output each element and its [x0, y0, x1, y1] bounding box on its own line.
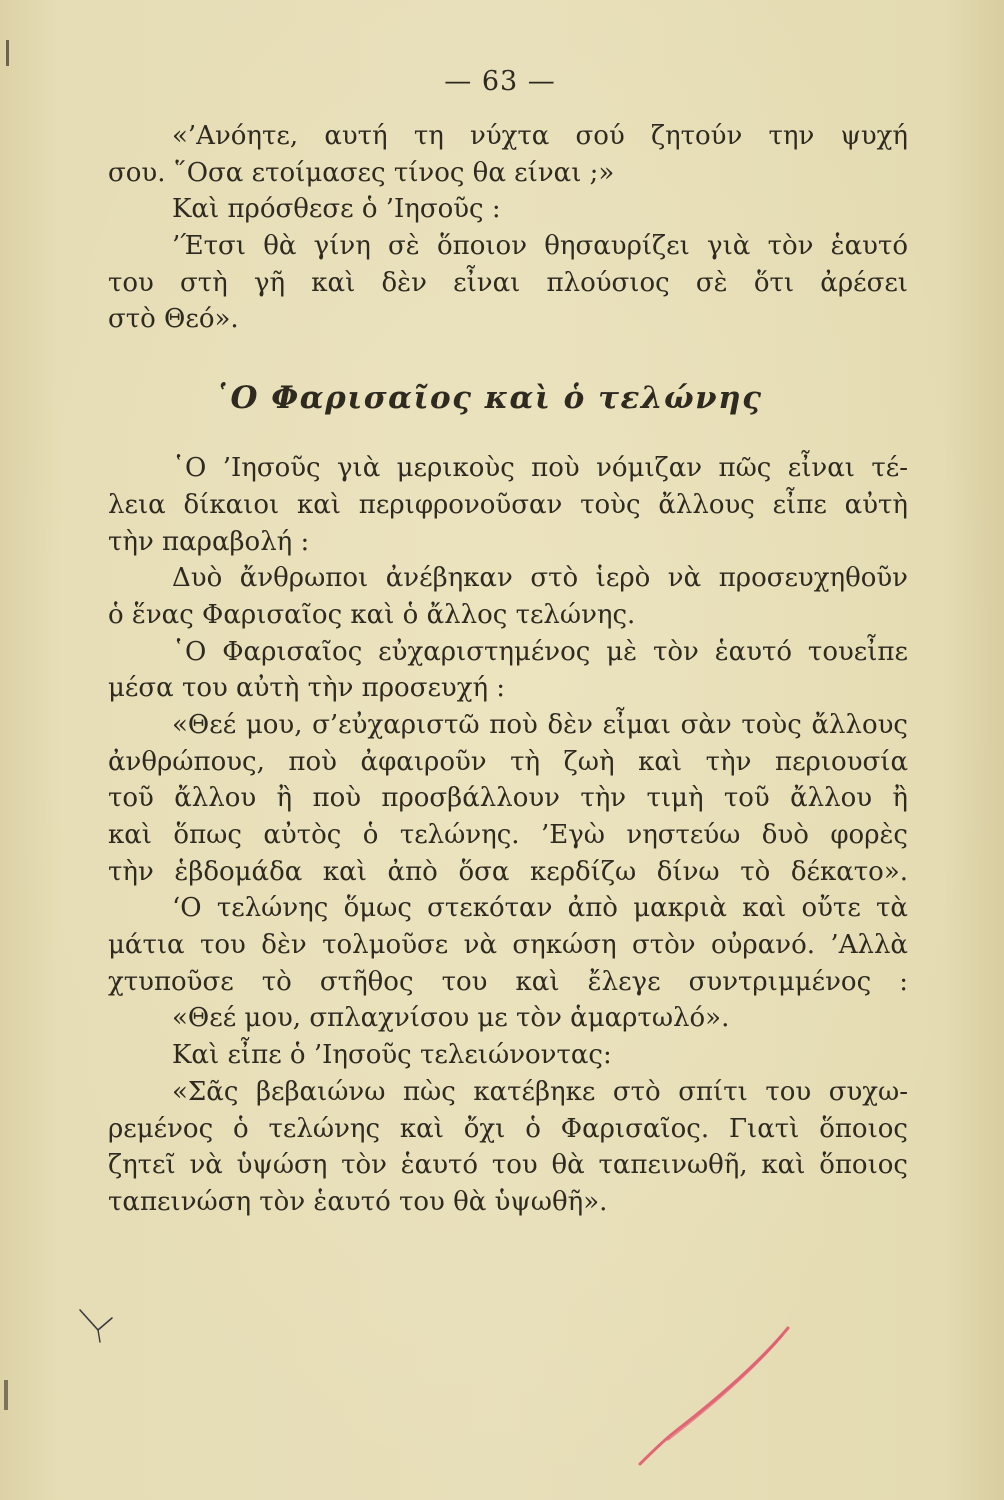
section-title: ῾Ο Φαρισαῖος καὶ ὁ τελώνης	[213, 380, 763, 417]
text-line: χτυποῦσε τὸ στῆθος του καὶ ἔλεγε συντριμμένος :	[108, 966, 908, 997]
text-line: σου. ῞Οσα ετοίμασες τίνος θα είναι ;»	[108, 157, 615, 188]
text-line: ‘Ο τελώνης ὅμως στεκόταν ἀπὸ μακριὰ καὶ οὔτε τὰ	[172, 893, 908, 924]
text-line: λεια δίκαιοι καὶ περιφρονοῦσαν τοὺς ἄλλους εἶπε αὐτὴ	[108, 489, 908, 520]
page-number: — 63 —	[444, 66, 556, 97]
text-body	[108, 118, 908, 1221]
pencil-tick-icon	[78, 1308, 122, 1348]
text-line: ῾Ο ’Ιησοῦς γιὰ μερικοὺς ποὺ νόμιζαν πῶς εἶναι τέ-	[172, 453, 908, 484]
text-line: στὸ Θεό».	[108, 304, 239, 335]
text-line: «Σᾶς βεβαιώνω πὼς κατέβηκε στὸ σπίτι του συχω-	[172, 1076, 908, 1107]
text-line: Δυὸ ἄνθρωποι ἀνέβηκαν στὸ ἱερὸ νὰ προσευχηθοῦν	[172, 563, 908, 594]
text-line: μέσα του αὐτὴ τὴν προσευχή :	[108, 673, 506, 704]
text-line: ὁ ἕνας Φαρισαῖος καὶ ὁ ἄλλος τελώνης.	[108, 599, 636, 630]
text-line: ταπεινώση τὸν ἑαυτό του θὰ ὑψωθῆ».	[108, 1186, 608, 1217]
text-line: του στὴ γῆ καὶ δὲν εἶναι πλούσιος σὲ ὅτι ἀρέσει	[108, 267, 908, 298]
text-line: ῾Ο Φαρισαῖος εὐχαριστημένος μὲ τὸν ἑαυτό τουεἶπε	[172, 636, 908, 667]
edge-smudge	[6, 40, 9, 66]
text-line: ζητεῖ νὰ ὑψώση τὸν ἑαυτό του θὰ ταπεινωθῆ, καὶ ὅποιος	[108, 1150, 908, 1181]
text-line: «Θεέ μου, σπλαχνίσου με τὸν ἁμαρτωλό».	[172, 1003, 730, 1034]
text-line: μάτια του δὲν τολμοῦσε νὰ σηκώση στὸν οὐρανό. ’Αλλὰ	[108, 930, 908, 961]
text-line: ’Έτσι θὰ γίνη σὲ ὅποιον θησαυρίζει γιὰ τὸν ἑαυτό	[172, 231, 908, 262]
text-line: τοῦ ἄλλου ἢ ποὺ προσβάλλουν τὴν τιμὴ τοῦ ἄλλου ἢ	[108, 783, 908, 814]
edge-smudge	[4, 1380, 8, 1410]
text-line: ἀνθρώπους, ποὺ ἀφαιροῦν τὴ ζωὴ καὶ τὴν περιουσία	[108, 746, 908, 777]
text-line: Καὶ πρόσθεσε ὁ ’Ιησοῦς :	[172, 194, 501, 225]
red-pencil-stroke	[620, 1322, 800, 1472]
text-line: καὶ ὅπως αὐτὸς ὁ τελώνης. ’Εγὼ νηστεύω δυὸ φορὲς	[108, 820, 908, 850]
text-line: τὴν παραβολή :	[108, 526, 310, 557]
text-line: Καὶ εἶπε ὁ ’Ιησοῦς τελειώνοντας:	[172, 1040, 612, 1071]
text-line: «’Ανόητε, αυτή τη νύχτα σού ζητούν την ψυχή	[172, 121, 908, 151]
text-line: «Θεέ μου, σ’εὐχαριστῶ ποὺ δὲν εἶμαι σὰν τοὺς ἄλλους	[172, 709, 908, 740]
text-line: τὴν ἑβδομάδα καὶ ἀπὸ ὅσα κερδίζω δίνω τὸ δέκατο».	[108, 856, 908, 887]
text-line: ρεμένος ὁ τελώνης καὶ ὄχι ὁ Φαρισαῖος. Γιατὶ ὅποιος	[108, 1113, 908, 1144]
